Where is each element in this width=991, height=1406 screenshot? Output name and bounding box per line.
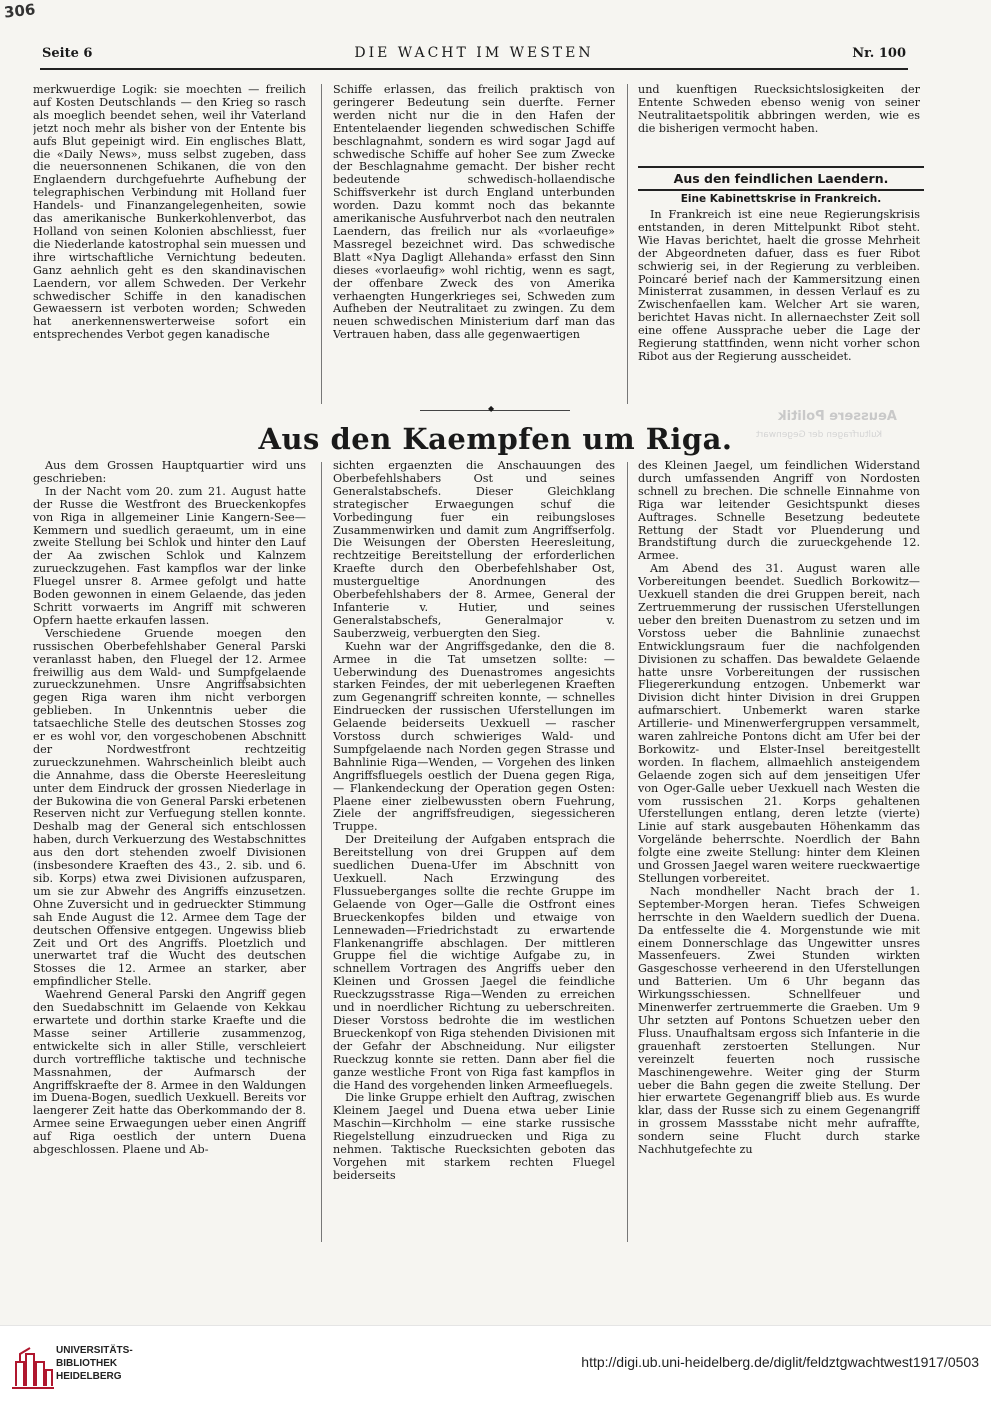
library-name-line: BIBLIOTHEK — [56, 1358, 118, 1369]
bleed-through-text: Aeussere Politik — [778, 409, 897, 424]
top-article-column-3 — [638, 84, 920, 166]
paragraph: des Kleinen Jaegel, um feindlichen Widerstand durch umfassenden Angriff von Nordosten schnell zu brechen. Die schnelle Einnahme von Riga war leitender Gesichtspunkt dieses Auftrages. Schnelle Besetzung bedeutete Rettung der Stadt vor Pluenderung und Brandstiftung durch die zurueckgehende 12. Armee. — [638, 460, 920, 563]
main-headline: Aus den Kaempfen um Riga. — [258, 422, 733, 456]
paragraph: Am Abend des 31. August waren alle Vorbereitungen beendet. Suedlich Borkowitz—Uexkuell standen die drei Gruppen bereit, nach Zertruemmerung der russischen Uferstellungen ueber den breiten Duenastrom zu setzen und im Vorstoss ueber die Bahnlinie zunaechst Entwicklungsraum fuer die nachfolgenden Divisionen zu schaffen. Das bewaldete Gelaende hatte unsre Vorbereitungen der russischen Fliegererkundung entzogen. Unbemerkt war Division dicht hinter Division in drei Gruppen aufmarschiert. Unbemerkt waren starke Artillerie- und Minenwerfergruppen versammelt, waren zahlreiche Pontons dicht am Ufer bei der Borkowitz- und Elster-Insel bereitgestellt worden. In flachem, allmaehlich ansteigendem Gelaende zogen sich auf dem jenseitigen Ufer von Oger-Galle ueber Uexkuell nach Westen die vom russischen 21. Korps gehaltenen Uferstellungen entlang, deren letzte (vierte) Linie auf stark ausgebauten Höhenkamm das Vorgelände beherrschte. Noerdlich der Bahn folgte eine zweite Stellung: hinter dem Kleinen und Grossen Jaegel waren weitere rueckwaertige Stellungen vorbereitet. — [638, 562, 920, 885]
paragraph: In Frankreich ist eine neue Regierungskrisis entstanden, in deren Mittelpunkt Ribot steht. Wie Havas berichtet, haelt die grosse Mehrheit der Abgeordneten dafuer, dass es fuer Ribot schwierig sei, in der Regierung zu verbleiben. Poincaré berief nach der Kammersitzung einen Ministerrat zusammen, in dessen Verlauf es zu Zwischenfaellen kam. Welcher Art sie waren, berichtet Havas nicht. In allernaechster Zeit soll eine offene Aussprache ueber die Lage der Regierung stattfinden, wenn nicht vorher schon Ribot aus der Regierung ausscheidet. — [638, 209, 920, 363]
bleed-through-text: Kulturfragen der Gegenwart — [756, 430, 883, 440]
top-article-column-2 — [333, 84, 615, 404]
paragraph: In der Nacht vom 20. zum 21. August hatte der Russe die Westfront des Brueckenkopfes von Riga in allgemeiner Linie Kangern-See—Kemmern und suedlich geraeumt, um in eine zweite Stellung bei Schlok und hinter den Lauf der Aa zwischen Schlok und Kalnzem zurueckzugehen. Fast kampflos war der linke Fluegel unsrer 8. Armee gefolgt und hatte Boden gewonnen in einem Gelaende, das jeden Schritt vorwaerts im Angriff mit schweren Opfern haette erkaufen lassen. — [33, 484, 306, 627]
column-divider — [321, 84, 322, 404]
header-issue-number: Nr. 100 — [852, 46, 906, 61]
paragraph: sichten ergaenzten die Anschauungen des Oberbefehlshabers Ost und seines Generalstabschefs. Dieser Gleichklang strategischer Erwaegungen schuf die Vorbedingung fuer ein reibungsloses Zusammenwirken und damit zum Angriffserfolg. Die Weisungen der Obersten Heeresleitung, rechtzeitige Bereitstellung der erforderlichen Kraefte durch den Oberbefehlshaber Ost, mustergueltige Anordnungen des Oberbefehlshabers der 8. Armee, General der Infanterie v. Hutier, und seines Generalstabschefs, Generalmajor v. Sauberzweig, verbuergten den Sieg. — [333, 460, 615, 640]
paragraph: merkwuerdige Logik: sie moechten — freilich auf Kosten Deutschlands — den Krieg so rasch als moeglich beendet sehen, weil ihr Vaterland jetzt noch mehr als bisher von der Entente bis aufs Blut gepeinigt wird. Ein englisches Blatt, die «Daily News», muss selbst zugeben, dass die neuersonnenen Schikanen, die von den Englaendern durchgefuehrte Aufhebung der telegraphischen Verbindung mit Holland fuer Handels- und Finanzangelegenheiten, sowie das amerikanische Bunkerkohlenverbot, das Holland von seinen Kolonien abschliesst, fuer die Niederlande katostrophal sein muessen und ihre wirtschaftliche Vernichtung bedeuten. Ganz aehnlich geht es den skandinavischen Laendern, vor allem Schweden. Der Verkehr schwedischer Schiffe in den kanadischen Gewaessern ist verboten worden; Schweden hat anerkennenswerterweise sofort ein entsprechendes Verbot gegen kanadische — [33, 84, 306, 342]
paragraph: Verschiedene Gruende moegen den russischen Oberbefehlshaber General Parski veranlasst haben, den Fluegel der 12. Armee freiwillig aus dem Wald- und Sumpfgelaende zurueckzunehmen. Unsre Angriffsabsichten gegen Riga waren ihm nicht verborgen geblieben. In Unkenntnis ueber die tatsaechliche Stelle des deutschen Stosses zog er es wohl vor, den vorgeschobenen Abschnitt der Nordwestfront rechtzeitig zurueckzunehmen. Wahrscheinlich bleibt auch die Annahme, dass die Oberste Heeresleitung unter dem Eindruck der grossen Niederlage in der Bukowina die von General Parski erbetenen Reserven nicht zur Verfuegung stellen konnte. Deshalb mag der General sich entschlossen haben, durch Verkuerzung des Westabschnittes aus den dort stehenden zwoelf Divisionen (insbesondere Kraeften des 43., 2. sib. und 6. sib. Korps) etwa zwei Divisionen aufzusparen, um sie zur Abwehr des Angriffs einzusetzen. Ohne Zuversicht und in gedrueckter Stimmung sah Ende August die 12. Armee dem Tage der deutschen Offensive entgegen. Ungewiss blieb Zeit und Ort des Angriffs. Ploetzlich und unerwartet traf die Wucht des deutschen Stosses die 12. Armee an starker, aber empfindlicher Stelle. — [33, 626, 306, 989]
paragraph: Aus dem Grossen Hauptquartier wird uns geschrieben: — [33, 460, 306, 485]
paragraph: Der Dreiteilung der Aufgaben entsprach die Bereitstellung von drei Gruppen auf dem suedlichen Duena-Ufer im Abschnitt von Uexkuell. Nach Erzwingung des Flussueberganges sollte die rechte Gruppe im Gelaende von Oger—Galle die Ostfront eines Brueckenkopfes bilden und etwaige von Lennewaden—Friedrichstadt zu erwartende Flankenangriffe abschlagen. Der mittleren Gruppe fiel die wichtige Aufgabe zu, in schnellem Vortragen des Angriffs ueber den Kleinen und Grossen Jaegel die feindliche Rueckzugsstrasse Riga—Wenden zu erreichen und in noerdlicher Richtung zu ueberschreiten. Dieser Vorstoss bedrohte die im westlichen Brueckenkopf von Riga stehenden Divisionen mit der Gefahr der Abschneidung. Nur eiligster Rueckzug konnte sie retten. Dann aber fiel die ganze westliche Front von Riga fast kampflos in die Hand des vorgehenden linken Armeefluegels. — [333, 833, 615, 1092]
article-subheading: Eine Kabinettskrise in Frankreich. — [680, 193, 882, 205]
paragraph: Nach mondheller Nacht brach der 1. September-Morgen heran. Tiefes Schweigen herrschte in den Waeldern suedlich der Duena. Da entfesselte die 4. Morgenstunde wie mit einem Donnerschlage das Ungewitter unsres Massenfeuers. Zwei Stunden wirkten Gasgeschosse verheerend in den Uferstellungen und Batterien. Um 6 Uhr begann das Wirkungsschiessen. Schnellfeuer und Minenwerfer zertruemmerte die Graeben. Um 9 Uhr setzten auf Pontons Schuetzen ueber den Fluss. Unaufhaltsam ergoss sich Infanterie in die grauenhaft zerstoerten Stellungen. Nur vereinzelt feuerten noch russische Maschinengewehre. Weiter ging der Sturm ueber die Bahn gegen die zweite Stellung. Der hier erwartete Gegenangriff blieb aus. Es wurde klar, dass der Russe sich zu einem Gegenangriff in grossem Massstabe nicht mehr aufraffte, sondern seine Flucht durch starke Nachhutgefechte zu — [638, 884, 920, 1157]
handwritten-page-mark: 306 — [3, 0, 37, 22]
side-article-body — [638, 209, 920, 405]
library-name — [56, 1344, 133, 1383]
paragraph: Kuehn war der Angriffsgedanke, den die 8. Armee in die Tat umsetzen sollte: — Ueberwindung des Duenastromes angesichts starken Feindes, der mit ueberlegenen Kraeften zum Gegenangriff schreiten konnte, — schnelles Eindruecken der russischen Uferstellungen im Gelaende beiderseits Uexkuell — rascher Vorstoss durch schwieriges Wald- und Sumpfgelaende nach Norden gegen Strasse und Bahnlinie Riga—Wenden, — Vorgehen des linken Angriffsfluegels oestlich der Duena gegen Riga, — Flankendeckung der Operation gegen Osten: Plaene einer zielbewussten obern Fuehrung, Ziele der angriffsfreudigen, siegessicheren Truppe. — [333, 639, 615, 834]
library-name-line: UNIVERSITÄTS- — [56, 1345, 133, 1356]
paragraph: Die linke Gruppe erhielt den Auftrag, zwischen Kleinem Jaegel und Duena etwa ueber Linie Maschin—Kirchholm — eine starke russische Riegelstellung einzudruecken und Riga zu nehmen. Taktische Ruecksichten geboten das Vorgehen mit starkem rechten Fluegel beiderseits — [333, 1091, 615, 1182]
header-page-number: Seite 6 — [42, 46, 93, 61]
section-heading: Aus den feindlichen Laendern. — [638, 166, 924, 191]
column-divider — [627, 84, 628, 404]
main-article-column-1 — [33, 460, 306, 1246]
newspaper-title: DIE WACHT IM WESTEN — [354, 45, 594, 61]
column-divider — [321, 462, 322, 1242]
main-article-column-2 — [333, 460, 615, 1246]
paragraph: Waehrend General Parski den Angriff gegen den Suedabschnitt im Gelaende von Kekkau erwartete und dorthin starke Kraefte und die Masse seiner Artillerie zusammenzog, entwickelte sich in aller Stille, verschleiert durch vortreffliche taktische und technische Massnahmen, der Aufmarsch der Angriffskraefte der 8. Armee in den Waldungen im Duena-Bogen, suedlich Uexkuell. Bereits vor laengerer Zeit hatte das Oberkommando der 8. Armee seine Erwaegungen ueber einen Angriff auf Riga oestlich der untern Duena abgeschlossen. Plaene und Ab- — [33, 988, 306, 1157]
column-divider — [627, 462, 628, 1242]
section-divider — [420, 410, 570, 411]
top-article-column-1 — [33, 84, 306, 404]
paragraph: und kuenftigen Ruecksichtslosigkeiten der Entente Schweden ebenso wenig von seiner Neutralitaetspolitik abbringen werden, wie es die bisherigen vermocht haben. — [638, 84, 920, 135]
digitization-footer — [0, 1325, 991, 1406]
page-header — [40, 38, 908, 70]
divider-ornament: ◆ — [488, 404, 495, 413]
source-url-link[interactable]: http://digi.ub.uni-heidelberg.de/diglit/feldztgwachtwest1917/0503 — [581, 1354, 979, 1370]
paragraph: Schiffe erlassen, das freilich praktisch von geringerer Bedeutung sein duerfte. Ferner werden nicht nur die in den Hafen der Ententelaender liegenden schwedischen Schiffe beschlagnahmt, sondern es wird sogar Jagd auf schwedische Schiffe auf hoher See zum Zwecke der Beschlagnahme gemacht. Der bisher recht bedeutende schwedisch-hollaendische Schiffsverkehr ist durch England unterbunden worden. Dazu kommt noch das bekannte amerikanische Ausfuhrverbot nach den neutralen Laendern, das freilich nur als «vorlaeufige» Massregel bezeichnet wird. Das schwedische Blatt «Nya Dagligt Allehanda» erfasst den Sinn dieses «vorlaeufig» wohl richtig, wenn es sagt, der offenbare Zweck des von Amerika verhaengten Hungerkrieges sei, Schweden zum Aufheben der Neutralitaet zu zwingen. Zu dem neuen schwedischen Ministerium darf man das Vertrauen haben, dass alle gegenwaertigen — [333, 84, 615, 342]
main-article-column-3 — [638, 460, 920, 1246]
library-name-line: HEIDELBERG — [56, 1371, 122, 1382]
